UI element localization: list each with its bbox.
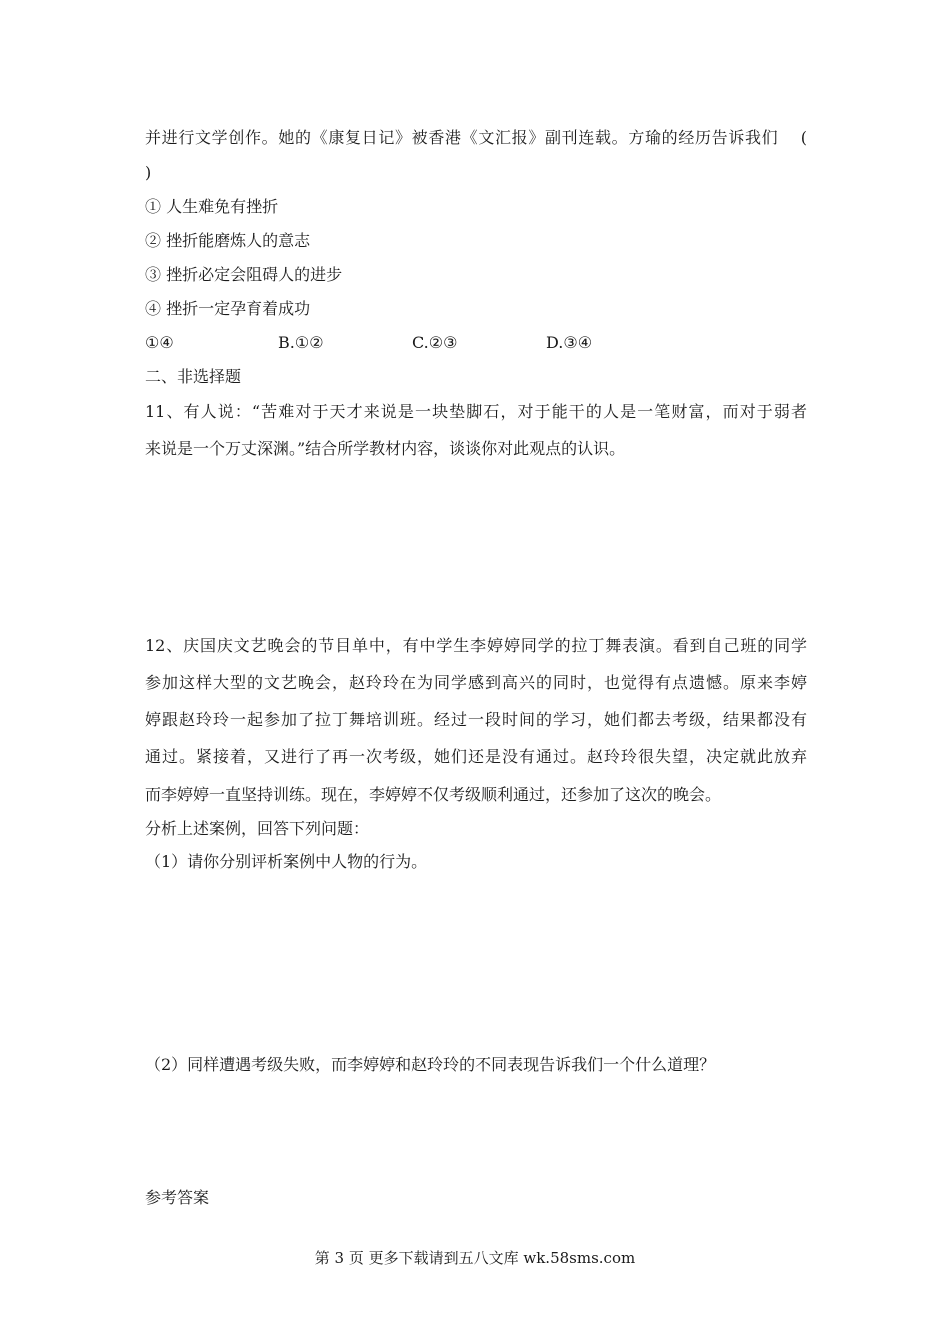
q12-text-line-4: 通过。紧接着，又进行了再一次考级，她们还是没有通过。赵玲玲很失望，决定就此放弃 bbox=[145, 747, 807, 766]
q12-subquestion-1: （1）请你分别评析案例中人物的行为。 bbox=[145, 852, 428, 871]
q10-text-line-1: 并进行文学创作。她的《康复日记》被香港《文汇报》副刊连载。方瑜的经历告诉我们 ( bbox=[145, 128, 807, 147]
answers-heading: 参考答案 bbox=[145, 1188, 210, 1207]
q12-prompt: 分析上述案例，回答下列问题： bbox=[145, 819, 370, 838]
q12-text-line-5: 而李婷婷一直坚持训练。现在，李婷婷不仅考级顺利通过，还参加了这次的晚会。 bbox=[145, 785, 722, 804]
q10-options bbox=[145, 333, 592, 353]
q10-item-3: ③ 挫折必定会阻碍人的进步 bbox=[145, 265, 343, 284]
q10-item-2: ② 挫折能磨炼人的意志 bbox=[145, 231, 311, 250]
page-footer: 第 3 页 更多下载请到五八文库 wk.58sms.com bbox=[314, 1249, 636, 1267]
q12-text-line-1: 12、庆国庆文艺晚会的节目单中，有中学生李婷婷同学的拉丁舞表演。看到自己班的同学 bbox=[145, 636, 807, 655]
q10-option-a: ①④ bbox=[145, 333, 174, 352]
q10-text-line-2: ) bbox=[145, 163, 152, 182]
q10-item-1: ① 人生难免有挫折 bbox=[145, 197, 279, 216]
q11-text-line-2: 来说是一个万丈深渊。”结合所学教材内容，谈谈你对此观点的认识。 bbox=[145, 439, 626, 458]
section-heading: 二、非选择题 bbox=[145, 367, 242, 386]
q10-option-b: B.①② bbox=[278, 333, 324, 352]
q12-subquestion-2: （2）同样遭遇考级失败，而李婷婷和赵玲玲的不同表现告诉我们一个什么道理？ bbox=[145, 1055, 716, 1074]
q10-option-d: D.③④ bbox=[546, 333, 593, 352]
q10-option-c: C.②③ bbox=[412, 333, 458, 352]
q11-text-line-1: 11、有人说：“苦难对于天才来说是一块垫脚石，对于能干的人是一笔财富，而对于弱者 bbox=[145, 402, 807, 421]
q12-text-line-2: 参加这样大型的文艺晚会，赵玲玲在为同学感到高兴的同时，也觉得有点遗憾。原来李婷 bbox=[145, 673, 807, 692]
q10-item-4: ④ 挫折一定孕育着成功 bbox=[145, 299, 311, 318]
q12-text-line-3: 婷跟赵玲玲一起参加了拉丁舞培训班。经过一段时间的学习，她们都去考级，结果都没有 bbox=[145, 710, 807, 729]
